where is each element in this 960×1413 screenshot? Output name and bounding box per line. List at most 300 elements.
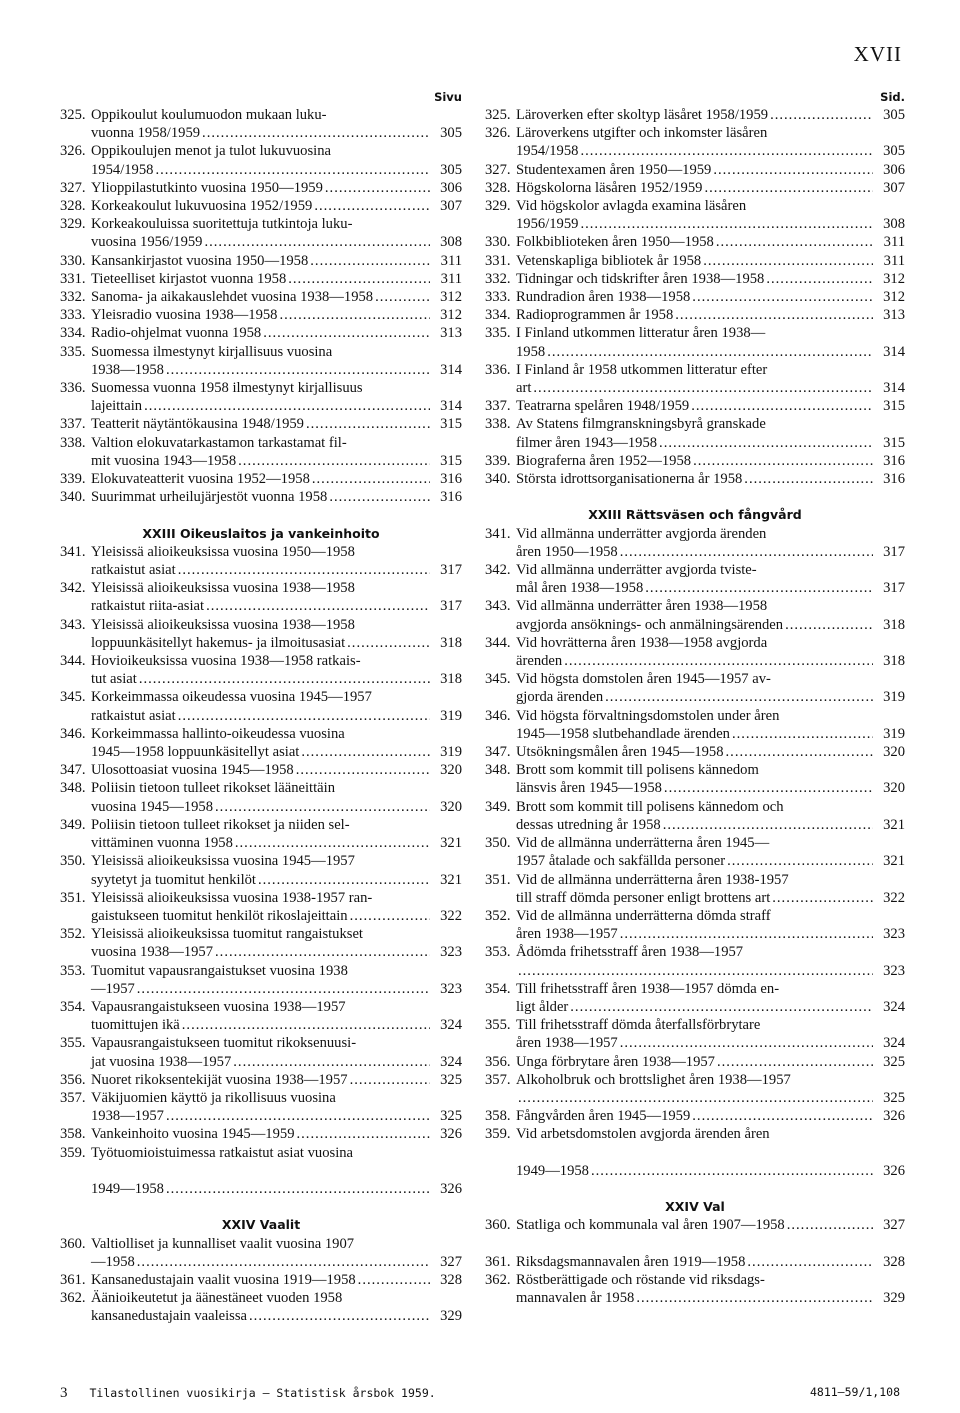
dot-leader: [178, 561, 430, 579]
toc-entry: [60, 324, 462, 342]
entry-line: art: [516, 380, 532, 397]
entry-number: 348.: [60, 780, 86, 797]
dot-leader: [518, 962, 873, 980]
entry-text: [516, 561, 905, 597]
dot-leader: [238, 452, 430, 470]
entry-last-line: [516, 215, 905, 233]
entry-text: [516, 1053, 905, 1071]
dot-leader: [182, 1016, 430, 1034]
toc-entry: [485, 871, 905, 907]
entry-last-line: [516, 743, 905, 761]
dot-leader: [215, 798, 430, 816]
section-spacer: [60, 1198, 462, 1216]
entry-last-line: [91, 1307, 462, 1325]
toc-entry: [60, 1289, 462, 1325]
entry-last-line: [91, 943, 462, 961]
entry-line: länsvis åren 1945—1958: [516, 780, 662, 797]
toc-entry: [60, 816, 462, 852]
dot-leader: [636, 1289, 873, 1307]
entry-number: 337.: [485, 398, 511, 415]
entry-text: [91, 470, 462, 488]
entry-page: 322: [440, 907, 462, 924]
entry-page: 324: [883, 1035, 905, 1052]
entry-line: lajeittain: [91, 398, 143, 415]
dot-leader: [518, 1089, 873, 1107]
entry-line: mit vuosina 1943—1958: [91, 452, 237, 469]
dot-leader: [570, 998, 873, 1016]
entry-last-line: [91, 288, 462, 306]
entry-line: Vid allmänna underrätter avgjorda ärenden: [516, 525, 767, 542]
dot-leader: [301, 743, 430, 761]
entry-line: 1945—1958 loppuunkäsitellyt asiat: [91, 744, 300, 761]
entry-page: 321: [883, 853, 905, 870]
entry-line: Suurimmat urheilujärjestöt vuonna 1958: [91, 489, 328, 506]
entry-number: 325.: [485, 107, 511, 123]
entry-line: Unga förbrytare åren 1938—1957: [516, 1053, 715, 1070]
entry-page: 326: [440, 1180, 462, 1197]
toc-entry: [485, 707, 905, 743]
entry-number: 350.: [485, 835, 511, 852]
entry-line: Radio-ohjelmat vuonna 1958: [91, 325, 262, 342]
entry-number: 338.: [60, 434, 86, 451]
entry-text: [516, 597, 905, 633]
entry-page: 311: [440, 270, 462, 287]
entry-line: Väkijuomien käyttö ja rikollisuus vuosina: [91, 1089, 336, 1106]
entry-text: [91, 434, 462, 470]
entry-line: Ådömda frihetsstraff åren 1938—1957: [516, 944, 744, 961]
entry-line: Vid de allmänna underrätterna åren 1938-1957: [516, 871, 789, 888]
entry-text: [516, 871, 905, 907]
toc-entry: [485, 1016, 905, 1052]
entry-page: 308: [883, 216, 905, 233]
entry-number: 356.: [60, 1071, 86, 1088]
entry-number: 327.: [60, 179, 86, 196]
entry-line: Suomessa vuonna 1958 ilmestynyt kirjallisuus: [91, 380, 363, 397]
toc-entry: [485, 161, 905, 179]
entry-line: Vid allmänna underrätter avgjorda tviste-: [516, 562, 757, 579]
dot-leader: [591, 1162, 873, 1180]
entry-last-line: [91, 743, 462, 761]
entry-last-line: [91, 233, 462, 251]
entry-text: [516, 707, 905, 743]
entry-number: 360.: [485, 1217, 511, 1234]
entry-line: Ylioppilastutkinto vuosina 1950—1959: [91, 179, 323, 196]
dot-leader: [744, 470, 873, 488]
entry-line: Yleisissä alioikeuksissa vuosina 1938—1958: [91, 580, 355, 597]
entry-number: 361.: [485, 1253, 511, 1270]
dot-leader: [772, 889, 873, 907]
entry-line: ratkaistut asiat: [91, 707, 176, 724]
entry-number: 329.: [485, 198, 511, 215]
entry-page: 305: [883, 143, 905, 160]
entry-line: Biograferna åren 1952—1958: [516, 452, 692, 469]
toc-entry: [485, 197, 905, 233]
entry-text: [91, 179, 462, 197]
entry-last-line: [91, 124, 462, 142]
toc-entry: [485, 106, 905, 124]
toc-entry: [60, 488, 462, 506]
dot-leader: [620, 543, 873, 561]
entry-line: dessas utredning år 1958: [516, 816, 661, 833]
entry-text: [516, 306, 905, 324]
entry-page: 326: [883, 1162, 905, 1179]
entry-last-line: [516, 470, 905, 488]
entry-number: 349.: [60, 816, 86, 833]
entry-last-line: [91, 561, 462, 579]
entry-page: 305: [440, 161, 462, 178]
toc-entry: [60, 1071, 462, 1089]
entry-last-line: [516, 579, 905, 597]
footer-title: Tilastollinen vuosikirja — Statistisk årsbok 1959.: [89, 1386, 436, 1400]
entry-text: [516, 470, 905, 488]
entry-text: [516, 1125, 905, 1180]
toc-entry: [485, 761, 905, 797]
entry-text: [91, 725, 462, 761]
entry-line: 1954/1958: [91, 161, 154, 178]
entry-line: Brott som kommit till polisens kännedom: [516, 762, 759, 779]
entry-text: [516, 1107, 905, 1125]
toc-entry: [485, 943, 905, 979]
entry-text: [516, 798, 905, 834]
entry-page: 317: [440, 598, 462, 615]
entry-page: 321: [440, 871, 462, 888]
dot-leader: [358, 1271, 430, 1289]
entry-last-line: [91, 907, 462, 925]
entry-line: Teatterit näytäntökausina 1948/1959: [91, 416, 304, 433]
entry-last-line: [516, 925, 905, 943]
entry-text: [516, 415, 905, 451]
entry-number: 335.: [485, 325, 511, 342]
entry-number: 362.: [60, 1290, 86, 1307]
entry-number: 336.: [485, 361, 511, 378]
toc-entry: [60, 852, 462, 888]
entry-number: 334.: [60, 325, 86, 342]
entry-last-line: [91, 798, 462, 816]
entry-page: 325: [883, 1053, 905, 1070]
entry-page: 329: [440, 1308, 462, 1325]
dot-leader: [675, 306, 873, 324]
entry-text: [516, 452, 905, 470]
entry-line: åren 1938—1957: [516, 1035, 618, 1052]
entry-last-line: [516, 306, 905, 324]
toc-entry: [485, 834, 905, 870]
entry-number: 332.: [60, 289, 86, 306]
entry-last-line: [91, 597, 462, 615]
dot-leader: [770, 106, 873, 124]
entry-page: 320: [883, 780, 905, 797]
toc-entry: [60, 1125, 462, 1143]
entry-line: 1938—1957: [91, 1108, 164, 1125]
entry-page: 311: [440, 252, 462, 269]
section-heading: XXIV Vaalit: [221, 1217, 301, 1233]
entry-line: Vid hovrätterna åren 1938—1958 avgjorda: [516, 634, 768, 651]
toc-entry: [485, 1071, 905, 1107]
dot-leader: [310, 252, 430, 270]
entry-line: Yleisissä alioikeuksissa vuosina 1938—1958: [91, 616, 355, 633]
entry-text: [91, 324, 462, 342]
toc-entry: [485, 324, 905, 360]
toc-entry: [60, 288, 462, 306]
entry-line: till straff dömda personer enligt brottens art: [516, 889, 771, 906]
entry-last-line: [91, 1253, 462, 1271]
entry-last-line: [516, 379, 905, 397]
toc-entry: [485, 306, 905, 324]
entry-last-line: [516, 270, 905, 288]
toc-entry: [485, 179, 905, 197]
dot-leader: [766, 270, 873, 288]
dot-leader: [166, 361, 430, 379]
dot-leader: [692, 288, 873, 306]
entry-line: —1957: [91, 980, 135, 997]
entry-page: 318: [440, 634, 462, 651]
entry-number: 358.: [60, 1126, 86, 1143]
entry-last-line: [516, 142, 905, 160]
toc-entry: [60, 434, 462, 470]
entry-line: Studentexamen åren 1950—1959: [516, 161, 712, 178]
dot-leader: [350, 1071, 430, 1089]
toc-entry: [485, 980, 905, 1016]
entry-line: Radioprogrammen år 1958: [516, 307, 674, 324]
entry-page: 317: [883, 580, 905, 597]
dot-leader: [258, 871, 430, 889]
entry-text: [516, 1016, 905, 1052]
toc-entry: [485, 597, 905, 633]
entry-page: 314: [883, 380, 905, 397]
entry-line: Utsökningsmålen åren 1945—1958: [516, 744, 724, 761]
toc-entry: [60, 998, 462, 1034]
entry-number: 329.: [60, 216, 86, 233]
entry-number: 357.: [485, 1071, 511, 1088]
toc-entry: [485, 1053, 905, 1071]
entry-text: [91, 852, 462, 888]
entry-line: Vapausrangaistukseen tuomitut rikoksenuusi-: [91, 1035, 357, 1052]
dot-leader: [233, 1053, 430, 1071]
entry-last-line: [516, 688, 905, 706]
toc-column-finnish: [60, 88, 462, 1326]
entry-last-line: [91, 980, 462, 998]
entry-last-line: [516, 543, 905, 561]
entry-page: 320: [440, 798, 462, 815]
entry-number: 328.: [60, 198, 86, 215]
dot-leader: [155, 161, 430, 179]
entry-number: 344.: [60, 653, 86, 670]
dot-leader: [664, 779, 873, 797]
toc-entry: [485, 470, 905, 488]
entry-line: avgjorda ansöknings- och anmälningsärenden: [516, 616, 784, 633]
entry-last-line: [91, 415, 462, 433]
entry-line: Valtion elokuvatarkastamon tarkastamat fil-: [91, 434, 347, 451]
entry-number: 332.: [485, 270, 511, 287]
entry-line: 1949—1958: [91, 1180, 164, 1197]
entry-line: Yleisissä alioikeuksissa vuosina 1945—1957: [91, 853, 355, 870]
entry-line: Fångvården åren 1945—1959: [516, 1108, 691, 1125]
entry-page: 323: [883, 962, 905, 979]
entry-line: [516, 1144, 905, 1162]
entry-number: 349.: [485, 798, 511, 815]
toc-entry: [60, 197, 462, 215]
entry-line: Vankeinhoito vuosina 1945—1959: [91, 1126, 295, 1143]
entry-line: Oppikoulut koulumuodon mukaan luku-: [91, 107, 327, 123]
dot-leader: [166, 1107, 430, 1125]
entry-last-line: [91, 871, 462, 889]
dot-leader: [325, 179, 430, 197]
dot-leader: [296, 761, 430, 779]
entry-number: 359.: [485, 1126, 511, 1143]
entry-page: 318: [883, 616, 905, 633]
entry-last-line: [91, 634, 462, 652]
entry-line: Valtiolliset ja kunnalliset vaalit vuosina 1907: [91, 1235, 355, 1252]
dot-leader: [314, 197, 430, 215]
entry-page: 328: [883, 1253, 905, 1270]
entry-last-line: [91, 1107, 462, 1125]
entry-text: [91, 288, 462, 306]
entry-number: 333.: [485, 289, 511, 306]
entry-text: [91, 343, 462, 379]
entry-line: åren 1950—1958: [516, 543, 618, 560]
dot-leader: [716, 233, 873, 251]
entry-text: [516, 252, 905, 270]
entry-line: Rundradion åren 1938—1958: [516, 289, 691, 306]
entry-line: I Finland utkommen litteratur åren 1938—: [516, 325, 766, 342]
entry-number: 344.: [485, 634, 511, 651]
entry-text: [91, 962, 462, 998]
entry-number: 345.: [60, 689, 86, 706]
dot-leader: [732, 725, 873, 743]
toc-entry: [60, 1144, 462, 1199]
entry-line: Vetenskapliga bibliotek år 1958: [516, 252, 702, 269]
entry-line: Oppikoulujen menot ja tulot lukuvuosina: [91, 143, 331, 160]
entry-last-line: [91, 361, 462, 379]
entry-line: Korkeakoulut lukuvuosina 1952/1959: [91, 198, 313, 215]
toc-entry: [485, 1271, 905, 1307]
page-number: XVII: [853, 42, 902, 66]
toc-entry: [60, 688, 462, 724]
entry-line: Poliisin tietoon tulleet rikokset lääneittäin: [91, 780, 335, 797]
entry-line: åren 1938—1957: [516, 926, 618, 943]
section-heading: XXIII Rättsväsen och fångvård: [588, 507, 802, 523]
toc-entry: [60, 1271, 462, 1289]
entry-line: Elokuvateatterit vuosina 1952—1958: [91, 471, 310, 488]
entry-line: Korkeimmassa oikeudessa vuosina 1945—1957: [91, 689, 372, 706]
entry-number: 352.: [485, 907, 511, 924]
entry-line: 1954/1958: [516, 143, 579, 160]
entry-line: Teatrarna spelåren 1948/1959: [516, 398, 690, 415]
dot-leader: [215, 943, 430, 961]
entry-last-line: [91, 1271, 462, 1289]
dot-leader: [312, 470, 430, 488]
entry-last-line: [91, 324, 462, 342]
entry-text: [516, 197, 905, 233]
dot-leader: [350, 907, 430, 925]
entry-number: 351.: [60, 889, 86, 906]
entry-number: 357.: [60, 1089, 86, 1106]
entry-page: 325: [440, 1108, 462, 1125]
entry-last-line: [91, 252, 462, 270]
toc-entry: [60, 725, 462, 761]
entry-text: [91, 1235, 462, 1271]
entry-number: 326.: [485, 125, 511, 142]
entry-number: 360.: [60, 1235, 86, 1252]
dot-leader: [620, 925, 873, 943]
entry-number: 326.: [60, 143, 86, 160]
dot-leader: [727, 852, 873, 870]
entry-page: 312: [883, 289, 905, 306]
entry-line: Vid arbetsdomstolen avgjorda ärenden åren: [516, 1126, 770, 1143]
entry-number: 343.: [485, 598, 511, 615]
entry-line: Sanoma- ja aikakauslehdet vuosina 1938—1958: [91, 289, 374, 306]
entry-last-line: [516, 161, 905, 179]
dot-leader: [692, 1107, 873, 1125]
entry-text: [516, 943, 905, 979]
entry-text: [516, 980, 905, 1016]
toc-entry: [60, 543, 462, 579]
toc-column-swedish: [485, 88, 905, 1307]
entry-line: Tuomitut vapausrangaistukset vuosina 1938: [91, 962, 348, 979]
entry-page: 318: [440, 671, 462, 688]
entry-line: Folkbiblioteken åren 1950—1958: [516, 234, 714, 251]
entry-last-line: [91, 488, 462, 506]
entry-text: [91, 306, 462, 324]
entry-text: [91, 1271, 462, 1289]
entry-text: [91, 616, 462, 652]
entry-last-line: [516, 852, 905, 870]
entry-number: 346.: [60, 725, 86, 742]
entry-last-line: [91, 707, 462, 725]
toc-entry: [485, 525, 905, 561]
entry-line: vuosina 1945—1958: [91, 798, 214, 815]
entry-page: 315: [883, 398, 905, 415]
entry-number: 359.: [60, 1144, 86, 1161]
toc-entry: [485, 670, 905, 706]
entry-last-line: [516, 962, 905, 980]
toc-entry: [485, 1107, 905, 1125]
toc-entry: [60, 252, 462, 270]
entry-page: 322: [883, 889, 905, 906]
entry-number: 361.: [60, 1271, 86, 1288]
toc-entry: [485, 415, 905, 451]
toc-entry: [60, 179, 462, 197]
page-column-heading: Sivu: [434, 90, 462, 104]
entry-number: 331.: [60, 270, 86, 287]
entry-page: 314: [440, 398, 462, 415]
toc-entry: [60, 343, 462, 379]
entry-text: [516, 1216, 905, 1234]
entry-line: Högskolorna läsåren 1952/1959: [516, 179, 703, 196]
entry-last-line: [91, 197, 462, 215]
entry-page: 311: [883, 252, 905, 269]
entry-text: [91, 488, 462, 506]
entry-line: Vid allmänna underrätter åren 1938—1958: [516, 598, 768, 615]
entry-line: Yleisissä alioikeuksissa vuosina 1950—1958: [91, 543, 355, 560]
entry-number: 340.: [485, 471, 511, 488]
dot-leader: [306, 415, 430, 433]
entry-last-line: [516, 233, 905, 251]
entry-text: [91, 415, 462, 433]
entry-number: 362.: [485, 1271, 511, 1288]
entry-text: [516, 106, 905, 124]
entry-page: 311: [883, 234, 905, 251]
entry-text: [516, 743, 905, 761]
section-spacer: [485, 1180, 905, 1198]
entry-line: Vid högsta förvaltningsdomstolen under åren: [516, 707, 780, 724]
entry-number: 342.: [485, 562, 511, 579]
dot-leader: [202, 124, 430, 142]
entry-text: [91, 761, 462, 779]
toc-entry: [485, 561, 905, 597]
dot-leader: [139, 670, 430, 688]
entry-page: 316: [883, 452, 905, 469]
entry-text: [91, 543, 462, 579]
